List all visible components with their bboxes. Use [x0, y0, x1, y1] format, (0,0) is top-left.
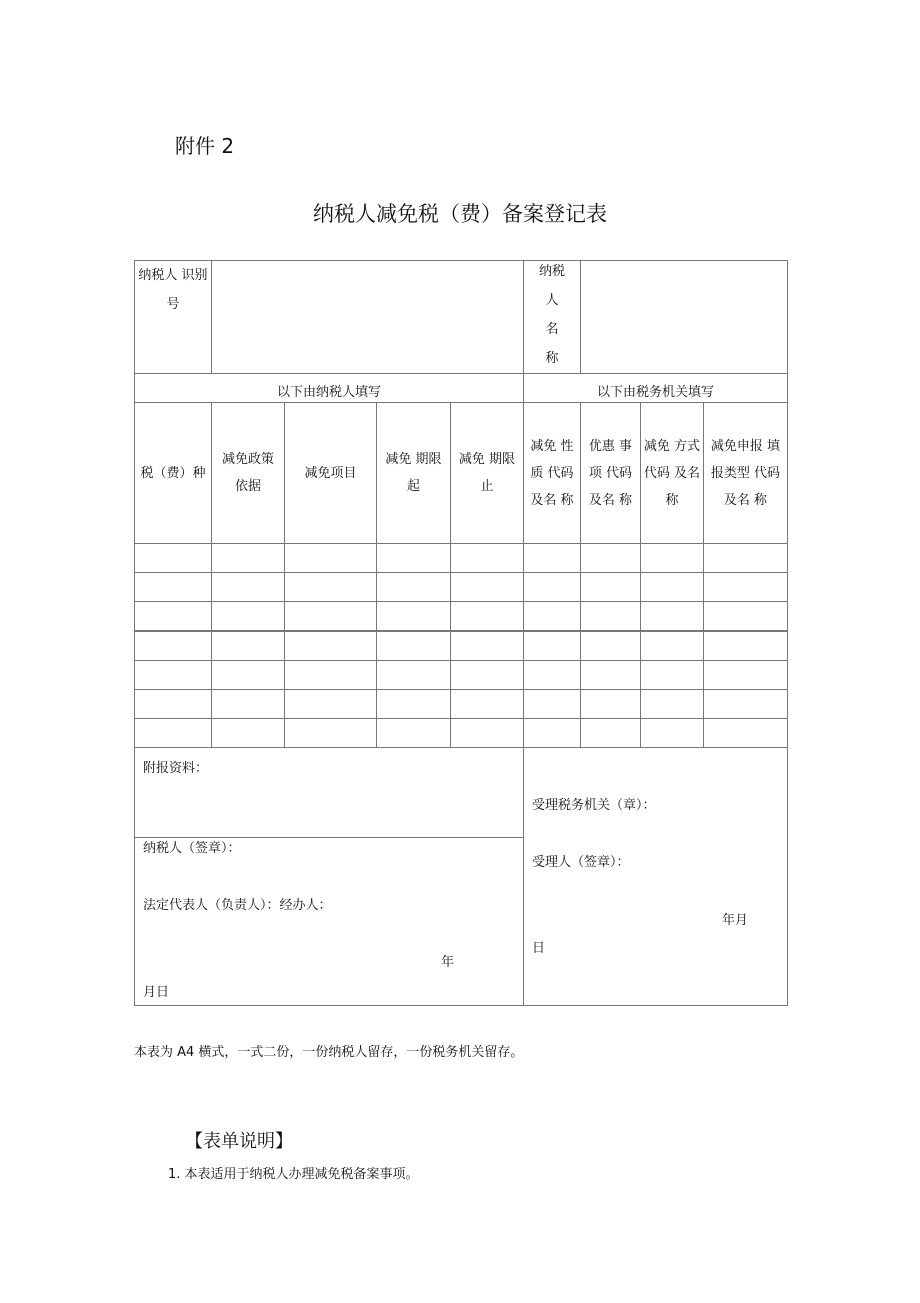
table-cell[interactable]	[376, 572, 451, 602]
table-cell[interactable]	[523, 689, 581, 719]
column-header	[523, 402, 581, 544]
table-cell[interactable]	[284, 660, 377, 690]
table-cell[interactable]	[640, 543, 704, 573]
table-cell[interactable]	[640, 631, 704, 661]
table-cell[interactable]	[640, 689, 704, 719]
table-cell[interactable]	[523, 543, 581, 573]
table-cell[interactable]	[580, 660, 641, 690]
taxpayer-id-label-cell	[134, 260, 212, 374]
table-cell[interactable]	[450, 572, 524, 602]
taxpayer-name-label-cell	[523, 260, 581, 374]
table-cell[interactable]	[284, 601, 377, 631]
column-header-label: 减免 性 质 代码 及名 称	[530, 438, 574, 508]
column-header-label: 减免申报 填 报类型 代码 及名 称	[710, 438, 781, 508]
table-cell[interactable]	[376, 718, 451, 748]
acceptor-label: 受理人（签章）：	[532, 855, 630, 870]
column-header	[580, 402, 641, 544]
page-title: 纳税人减免税（费）备案登记表	[313, 202, 607, 226]
taxpayer-section-header	[134, 373, 524, 403]
taxpayer-name-field[interactable]	[580, 260, 788, 374]
column-header	[284, 402, 377, 544]
column-header	[640, 402, 704, 544]
taxpayer-id-label: 纳税人 识别 号	[138, 268, 208, 312]
table-cell[interactable]	[134, 689, 212, 719]
table-cell[interactable]	[580, 631, 641, 661]
month-day-label: 月日	[143, 985, 170, 1000]
table-cell[interactable]	[703, 631, 788, 661]
column-header	[376, 402, 451, 544]
table-cell[interactable]	[211, 572, 285, 602]
day-label: 日	[532, 941, 546, 956]
column-header-label: 减免 方式 代码 及名 称	[643, 438, 701, 508]
column-header	[703, 402, 788, 544]
taxpayer-id-field[interactable]	[211, 260, 524, 374]
table-cell[interactable]	[640, 660, 704, 690]
instruction-item: 1. 本表适用于纳税人办理减免税备案事项。	[168, 1167, 419, 1182]
table-cell[interactable]	[580, 543, 641, 573]
table-cell[interactable]	[134, 631, 212, 661]
table-cell[interactable]	[211, 718, 285, 748]
table-cell[interactable]	[134, 718, 212, 748]
year-label: 年	[441, 955, 455, 970]
table-cell[interactable]	[640, 601, 704, 631]
column-header	[134, 402, 212, 544]
table-cell[interactable]	[134, 543, 212, 573]
column-header-label: 减免政策 依据	[221, 452, 274, 494]
table-cell[interactable]	[703, 572, 788, 602]
year-month-label: 年月	[722, 913, 749, 928]
table-cell[interactable]	[640, 572, 704, 602]
table-cell[interactable]	[580, 689, 641, 719]
table-cell[interactable]	[211, 689, 285, 719]
table-cell[interactable]	[580, 601, 641, 631]
table-cell[interactable]	[284, 631, 377, 661]
table-cell[interactable]	[523, 660, 581, 690]
table-cell[interactable]	[284, 572, 377, 602]
table-cell[interactable]	[523, 572, 581, 602]
table-cell[interactable]	[703, 660, 788, 690]
table-cell[interactable]	[376, 689, 451, 719]
authority-section-label: 以下由税务机关填写	[596, 385, 714, 400]
table-cell[interactable]	[703, 543, 788, 573]
table-cell[interactable]	[523, 718, 581, 748]
taxpayer-name-label: 纳税 人 名 称	[538, 264, 565, 366]
taxpayer-seal-label: 纳税人（签章）：	[143, 841, 241, 856]
table-cell[interactable]	[211, 660, 285, 690]
table-cell[interactable]	[134, 660, 212, 690]
table-cell[interactable]	[580, 718, 641, 748]
authority-seal-label: 受理税务机关（章）：	[532, 798, 656, 813]
authority-section-header	[523, 373, 788, 403]
table-cell[interactable]	[450, 689, 524, 719]
attached-materials-label: 附报资料：	[143, 761, 209, 776]
table-cell[interactable]	[640, 718, 704, 748]
column-header-label: 减免 期限 止	[458, 452, 516, 494]
column-header-label: 税（费）种	[140, 465, 206, 481]
table-cell[interactable]	[134, 572, 212, 602]
table-cell[interactable]	[284, 718, 377, 748]
table-cell[interactable]	[134, 601, 212, 631]
table-cell[interactable]	[703, 601, 788, 631]
table-cell[interactable]	[211, 543, 285, 573]
table-cell[interactable]	[580, 572, 641, 602]
taxpayer-section-label: 以下由纳税人填写	[276, 385, 381, 400]
attachment-label: 附件 2	[175, 134, 235, 158]
column-header	[211, 402, 285, 544]
instructions-title: 【表单说明】	[185, 1131, 293, 1152]
table-cell[interactable]	[450, 601, 524, 631]
table-cell[interactable]	[376, 660, 451, 690]
table-cell[interactable]	[703, 689, 788, 719]
table-cell[interactable]	[376, 543, 451, 573]
table-cell[interactable]	[450, 660, 524, 690]
table-cell[interactable]	[703, 718, 788, 748]
table-cell[interactable]	[284, 543, 377, 573]
table-cell[interactable]	[376, 631, 451, 661]
table-cell[interactable]	[284, 689, 377, 719]
authority-signature-area	[523, 747, 788, 1006]
table-cell[interactable]	[450, 631, 524, 661]
table-note: 本表为 A4 横式，一式二份，一份纳税人留存，一份税务机关留存。	[134, 1045, 524, 1060]
legal-rep-label: 法定代表人（负责人）：经办人：	[143, 898, 332, 913]
column-header-label: 减免 期限 起	[385, 452, 442, 494]
table-cell[interactable]	[523, 631, 581, 661]
table-cell[interactable]	[450, 718, 524, 748]
table-cell[interactable]	[211, 601, 285, 631]
column-header-label: 优惠 事 项 代码 及名 称	[588, 438, 633, 508]
column-header	[450, 402, 524, 544]
table-cell[interactable]	[211, 631, 285, 661]
attached-materials-field[interactable]	[134, 747, 524, 838]
taxpayer-signature-area	[134, 837, 524, 1006]
table-cell[interactable]	[376, 601, 451, 631]
table-cell[interactable]	[450, 543, 524, 573]
table-cell[interactable]	[523, 601, 581, 631]
column-header-label: 减免项目	[304, 465, 357, 481]
